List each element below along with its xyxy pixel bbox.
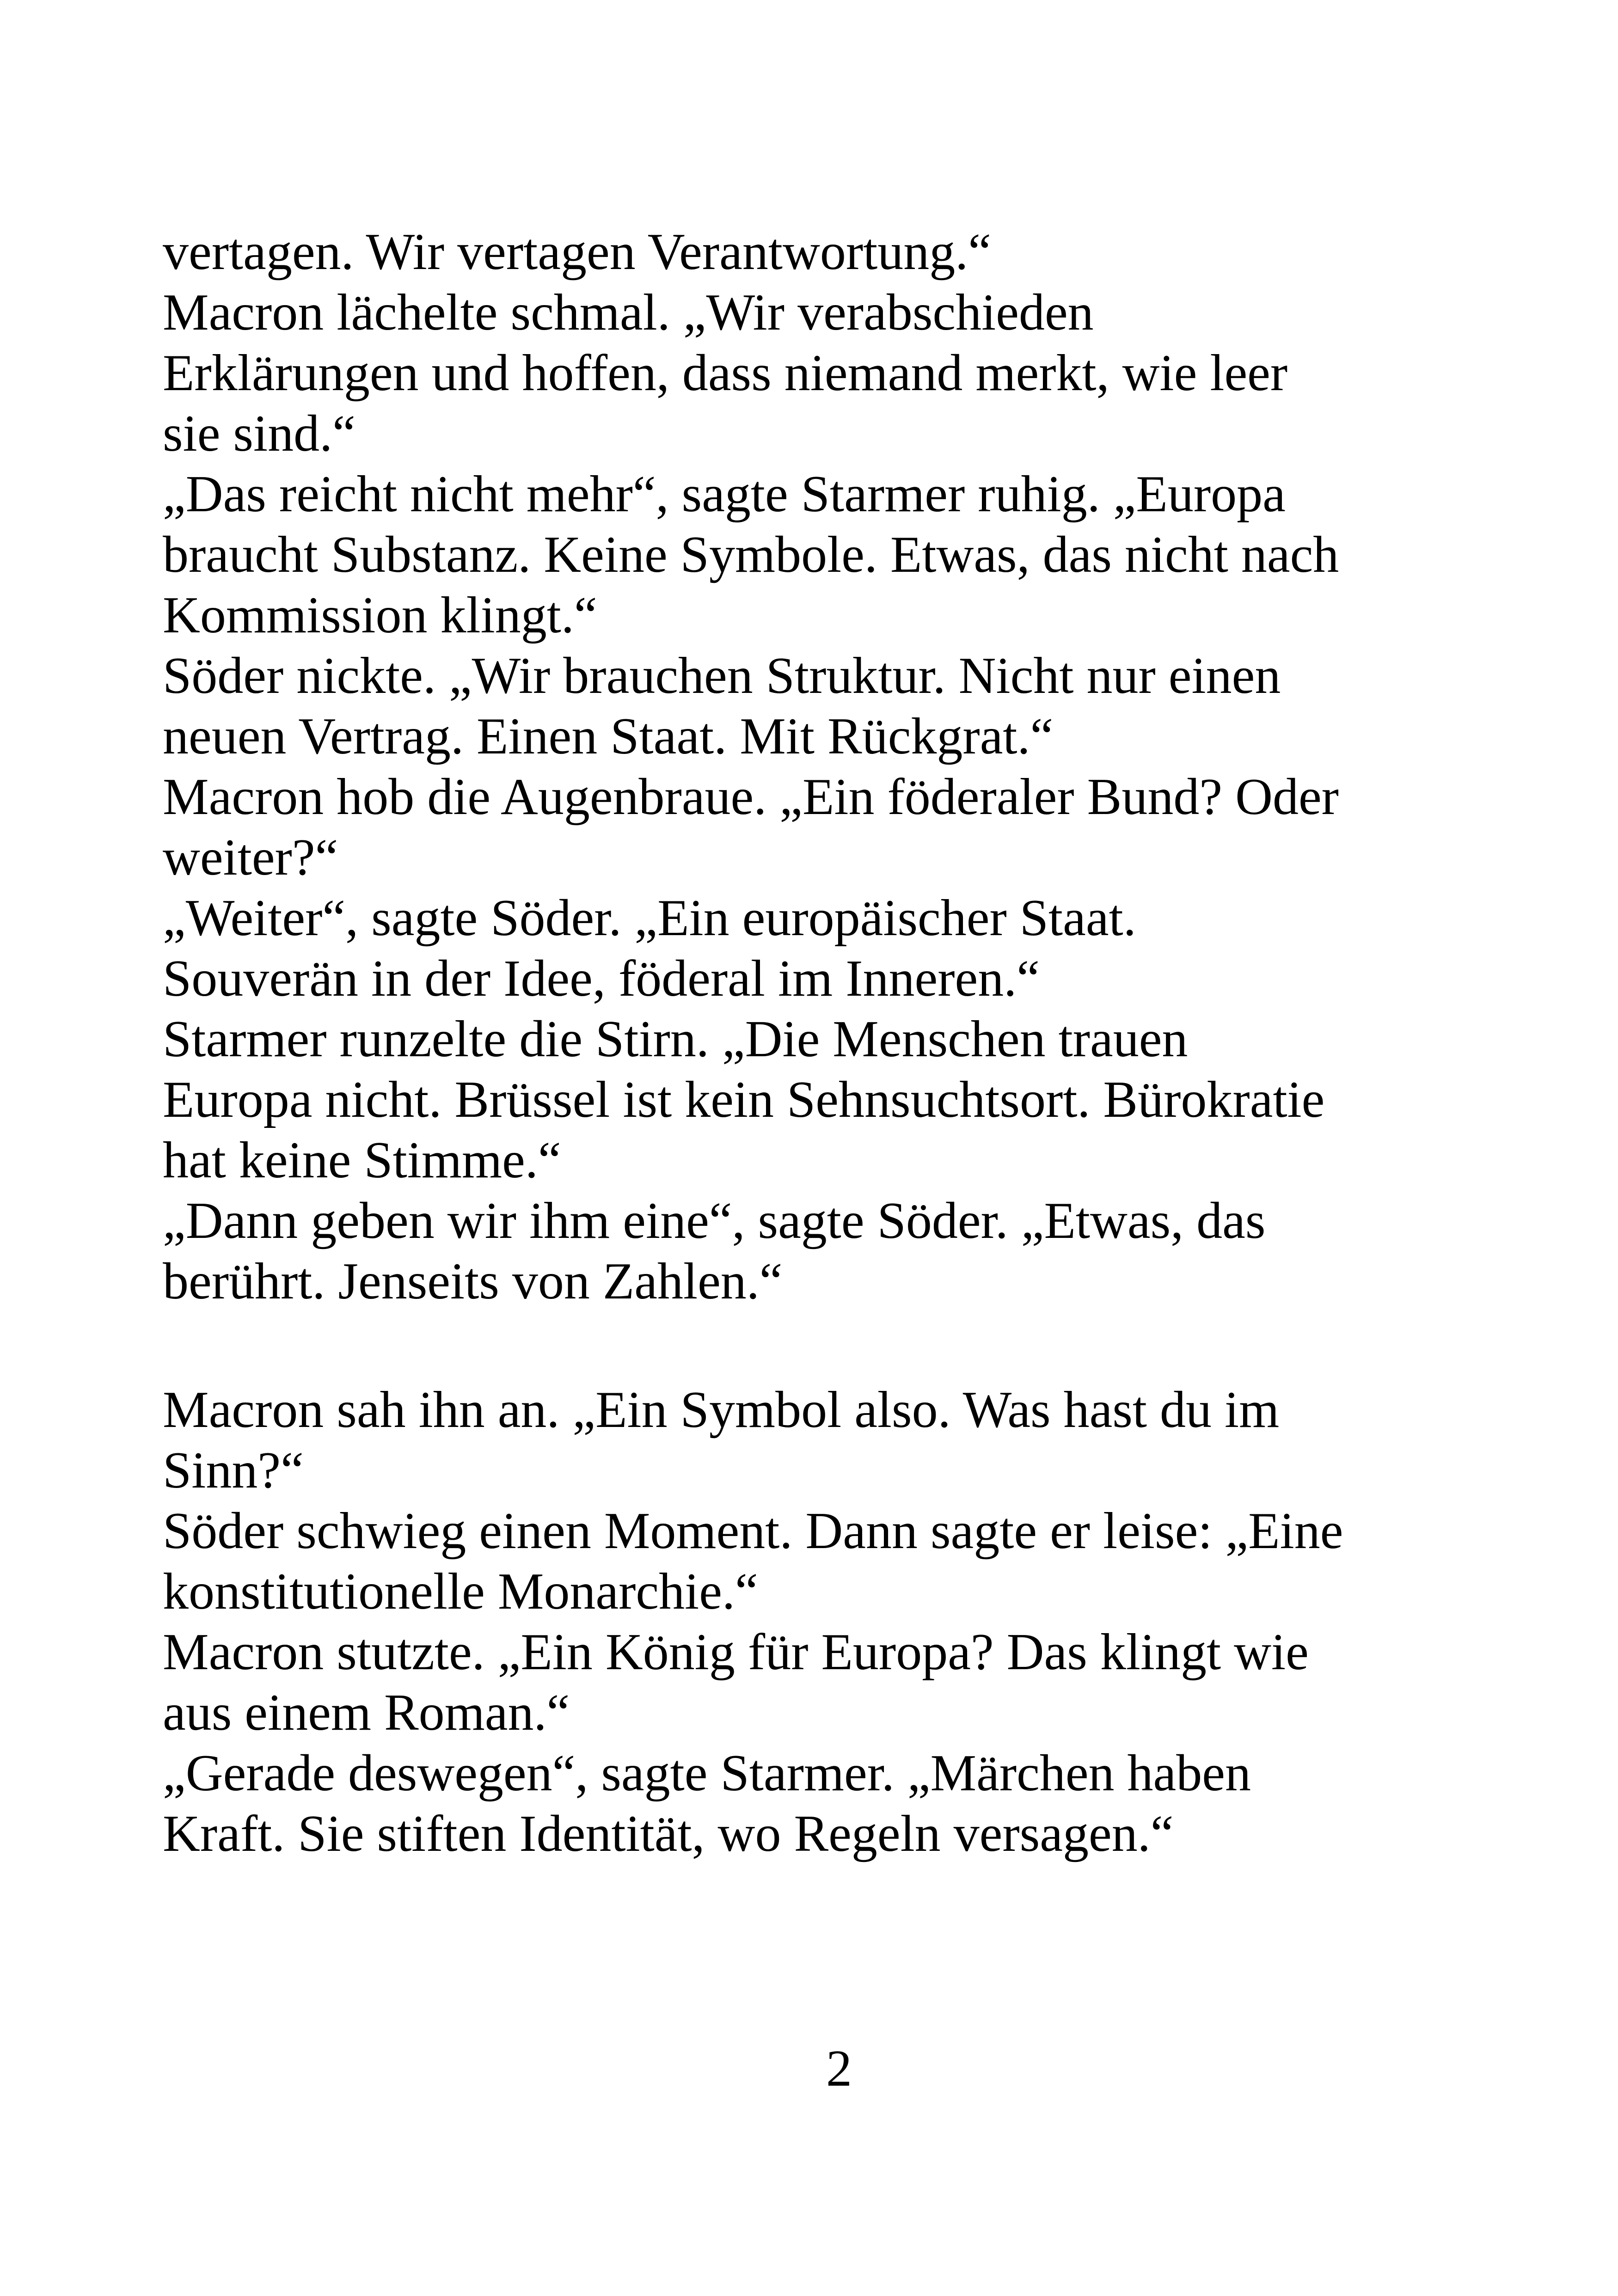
text-line: Söder schwieg einen Moment. Dann sagte er leise: „Eine <box>163 1502 1343 1560</box>
text-line: Erklärungen und hoffen, dass niemand merkt, wie leer <box>163 344 1288 402</box>
text-line: sie sind.“ <box>163 405 355 462</box>
text-line: Kraft. Sie stiften Identität, wo Regeln versagen.“ <box>163 1805 1174 1862</box>
text-line: Macron stutzte. „Ein König für Europa? Das klingt wie <box>163 1623 1309 1681</box>
text-line: Macron sah ihn an. „Ein Symbol also. Was hast du im <box>163 1381 1280 1439</box>
text-line: Souverän in der Idee, föderal im Inneren.“ <box>163 950 1040 1007</box>
text-line: „Das reicht nicht mehr“, sagte Starmer ruhig. „Europa <box>163 465 1286 523</box>
text-line: Kommission klingt.“ <box>163 587 597 644</box>
text-line: „Weiter“, sagte Söder. „Ein europäischer Staat. <box>163 889 1136 947</box>
text-line: Starmer runzelte die Stirn. „Die Menschen trauen <box>163 1010 1188 1068</box>
text-section-2 <box>163 1380 1457 1864</box>
text-line: neuen Vertrag. Einen Staat. Mit Rückgrat.“ <box>163 708 1054 765</box>
text-line: Söder nickte. „Wir brauchen Struktur. Nicht nur einen <box>163 647 1281 704</box>
text-line: aus einem Roman.“ <box>163 1684 570 1741</box>
text-line: Sinn?“ <box>163 1442 304 1499</box>
text-line: weiter?“ <box>163 829 338 886</box>
text-line: braucht Substanz. Keine Symbole. Etwas, das nicht nach <box>163 526 1339 583</box>
page-number: 2 <box>826 2040 852 2097</box>
text-line: hat keine Stimme.“ <box>163 1132 561 1189</box>
text-line: Macron hob die Augenbraue. „Ein föderaler Bund? Oder <box>163 768 1339 826</box>
text-line: „Gerade deswegen“, sagte Starmer. „Märchen haben <box>163 1745 1251 1802</box>
text-line: berührt. Jenseits von Zahlen.“ <box>163 1253 783 1310</box>
text-section-1 <box>163 222 1457 1312</box>
text-line: konstitutionelle Monarchie.“ <box>163 1563 758 1620</box>
text-line: Macron lächelte schmal. „Wir verabschieden <box>163 284 1094 341</box>
text-line: Europa nicht. Brüssel ist kein Sehnsuchtsort. Bürokratie <box>163 1071 1325 1128</box>
text-line: „Dann geben wir ihm eine“, sagte Söder. „Etwas, das <box>163 1192 1266 1249</box>
text-line: vertagen. Wir vertagen Verantwortung.“ <box>163 223 991 281</box>
